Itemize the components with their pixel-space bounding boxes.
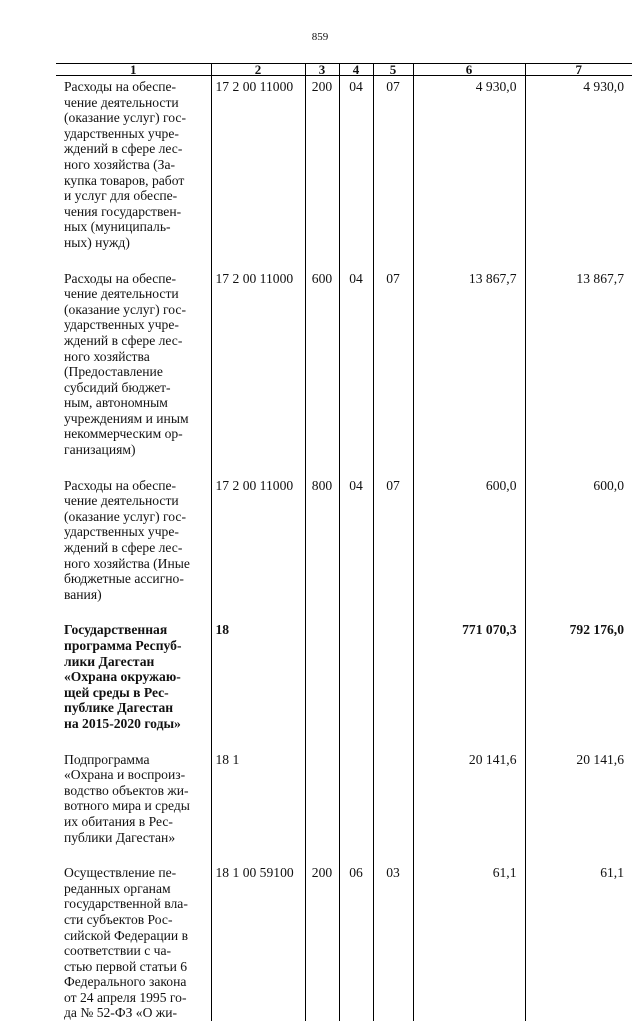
row-name-line: вотного мира и среды bbox=[64, 798, 190, 814]
csr-cell: 18 bbox=[211, 602, 305, 731]
row-name-line: ждений в сфере лес- bbox=[64, 141, 183, 157]
row-name-line: да № 52-ФЗ «О жи- bbox=[64, 1005, 177, 1021]
row-name-line: Подпрограмма bbox=[64, 751, 150, 767]
row-name-line: некоммерческим ор- bbox=[64, 426, 183, 442]
row-name-line: купка товаров, работ bbox=[64, 172, 185, 188]
table-row bbox=[56, 458, 632, 603]
row-name-line: ных (муниципаль- bbox=[64, 219, 171, 235]
rz-cell bbox=[339, 602, 373, 731]
sum-2019-cell: 600,0 bbox=[413, 458, 525, 603]
row-name-cell bbox=[56, 845, 211, 1021]
row-name-line: ударственных учре- bbox=[64, 317, 179, 333]
csr-cell: 18 1 bbox=[211, 732, 305, 846]
row-name-line: водство объектов жи- bbox=[64, 782, 189, 798]
column-number: 3 bbox=[305, 64, 339, 76]
pr-cell: 07 bbox=[373, 251, 413, 458]
sum-2020-cell: 61,1 bbox=[600, 865, 624, 881]
budget-table bbox=[56, 63, 632, 1021]
row-name-line: Расходы на обеспе- bbox=[64, 477, 177, 493]
row-name-line: Федерального закона bbox=[64, 974, 187, 990]
row-name-line: публики Дагестан» bbox=[64, 829, 176, 845]
vr-cell bbox=[305, 732, 339, 846]
csr-cell: 17 2 00 11000 bbox=[211, 76, 305, 251]
page-number: 859 bbox=[311, 31, 329, 43]
table-row bbox=[56, 845, 632, 1021]
row-name-line: чение деятельности bbox=[64, 286, 179, 302]
row-name-line: программа Респуб- bbox=[64, 638, 182, 653]
sum-2020-cell: 4 930,0 bbox=[583, 79, 624, 94]
pr-cell: 07 bbox=[373, 458, 413, 603]
sum-2019-cell: 61,1 bbox=[413, 845, 525, 1021]
row-name-line: их обитания в Рес- bbox=[64, 813, 173, 829]
row-name-line: (оказание услуг) гос- bbox=[64, 508, 186, 524]
sum-2019-cell: 20 141,6 bbox=[413, 732, 525, 846]
pr-cell: 03 bbox=[373, 845, 413, 1021]
row-name-line: ударственных учре- bbox=[64, 125, 179, 141]
row-name-line: и услуг для обеспе- bbox=[64, 188, 178, 204]
row-name-line: государственной вла- bbox=[64, 896, 188, 912]
row-name-line: ждений в сфере лес- bbox=[64, 332, 183, 348]
row-name-line: Государственная bbox=[64, 622, 168, 638]
row-name-line: субсидий бюджет- bbox=[64, 379, 171, 395]
column-number: 6 bbox=[413, 64, 525, 76]
rz-cell: 04 bbox=[339, 251, 373, 458]
vr-cell bbox=[305, 602, 339, 731]
row-name-line: ных) нужд) bbox=[64, 234, 130, 250]
pr-cell bbox=[373, 732, 413, 846]
row-name-line: щей среды в Рес- bbox=[64, 684, 169, 700]
rz-cell: 04 bbox=[339, 458, 373, 603]
table-row bbox=[56, 732, 632, 846]
table-row bbox=[56, 602, 632, 731]
column-number: 1 bbox=[56, 64, 211, 76]
sum-2019-cell: 771 070,3 bbox=[413, 602, 525, 731]
sum-2019-cell: 4 930,0 bbox=[413, 76, 525, 251]
row-name-line: на 2015-2020 годы» bbox=[64, 715, 181, 731]
row-name-line: «Охрана и воспроиз- bbox=[64, 767, 186, 783]
row-name-line: стью первой статьи 6 bbox=[64, 958, 188, 974]
row-name-line: чения государствен- bbox=[64, 203, 182, 219]
row-name-line: соответствии с ча- bbox=[64, 943, 172, 959]
column-number: 4 bbox=[339, 64, 373, 76]
row-name-line: лики Дагестан bbox=[64, 653, 155, 669]
row-name-line: учреждениям и иным bbox=[64, 410, 189, 426]
row-name-cell bbox=[56, 732, 211, 846]
row-name-cell bbox=[56, 458, 211, 603]
row-name-line: бюджетные ассигно- bbox=[64, 571, 184, 587]
sum-2020-cell: 13 867,7 bbox=[576, 270, 624, 286]
csr-cell: 17 2 00 11000 bbox=[211, 251, 305, 458]
vr-cell: 200 bbox=[305, 76, 339, 251]
pr-cell: 07 bbox=[373, 76, 413, 251]
row-name-line: (оказание услуг) гос- bbox=[64, 110, 186, 126]
row-name-line: вания) bbox=[64, 586, 102, 602]
row-name-line: Осуществление пе- bbox=[64, 865, 177, 881]
column-number: 2 bbox=[211, 64, 305, 76]
row-name-line: публике Дагестан bbox=[64, 700, 174, 716]
row-name-line: ного хозяйства bbox=[64, 348, 150, 364]
row-name-line: от 24 апреля 1995 го- bbox=[64, 989, 187, 1005]
rz-cell bbox=[339, 732, 373, 846]
table-row bbox=[56, 76, 632, 251]
csr-cell: 18 1 00 59100 bbox=[211, 845, 305, 1021]
row-name-cell bbox=[56, 76, 211, 251]
table-row bbox=[56, 251, 632, 458]
row-name-line: ударственных учре- bbox=[64, 524, 179, 540]
row-name-line: ганизациям) bbox=[64, 442, 136, 458]
sum-2020-cell: 600,0 bbox=[593, 477, 624, 493]
pr-cell bbox=[373, 602, 413, 731]
row-name-line: Расходы на обеспе- bbox=[64, 79, 177, 94]
column-number-row bbox=[56, 64, 632, 76]
csr-cell: 17 2 00 11000 bbox=[211, 458, 305, 603]
row-name-line: реданных органам bbox=[64, 880, 171, 896]
row-name-line: «Охрана окружаю- bbox=[64, 669, 181, 685]
vr-cell: 800 bbox=[305, 458, 339, 603]
column-number: 5 bbox=[373, 64, 413, 76]
vr-cell: 600 bbox=[305, 251, 339, 458]
column-number: 7 bbox=[525, 64, 632, 76]
vr-cell: 200 bbox=[305, 845, 339, 1021]
row-name-line: чение деятельности bbox=[64, 94, 179, 110]
row-name-cell bbox=[56, 602, 211, 731]
row-name-cell bbox=[56, 251, 211, 458]
budget-table-container bbox=[56, 62, 640, 1021]
row-name-line: чение деятельности bbox=[64, 493, 179, 509]
rz-cell: 06 bbox=[339, 845, 373, 1021]
sum-2019-cell: 13 867,7 bbox=[413, 251, 525, 458]
sum-2020-cell: 792 176,0 bbox=[569, 622, 624, 638]
row-name-line: ного хозяйства (За- bbox=[64, 156, 176, 172]
row-name-line: сти субъектов Рос- bbox=[64, 911, 173, 927]
rz-cell: 04 bbox=[339, 76, 373, 251]
row-name-line: (Предоставление bbox=[64, 364, 163, 380]
sum-2020-cell: 20 141,6 bbox=[576, 751, 624, 767]
row-name-line: ждений в сфере лес- bbox=[64, 540, 183, 556]
row-name-line: Расходы на обеспе- bbox=[64, 270, 177, 286]
row-name-line: ным, автономным bbox=[64, 395, 168, 411]
row-name-line: (оказание услуг) гос- bbox=[64, 301, 186, 317]
row-name-line: ного хозяйства (Иные bbox=[64, 555, 190, 571]
row-name-line: сийской Федерации в bbox=[64, 927, 189, 943]
